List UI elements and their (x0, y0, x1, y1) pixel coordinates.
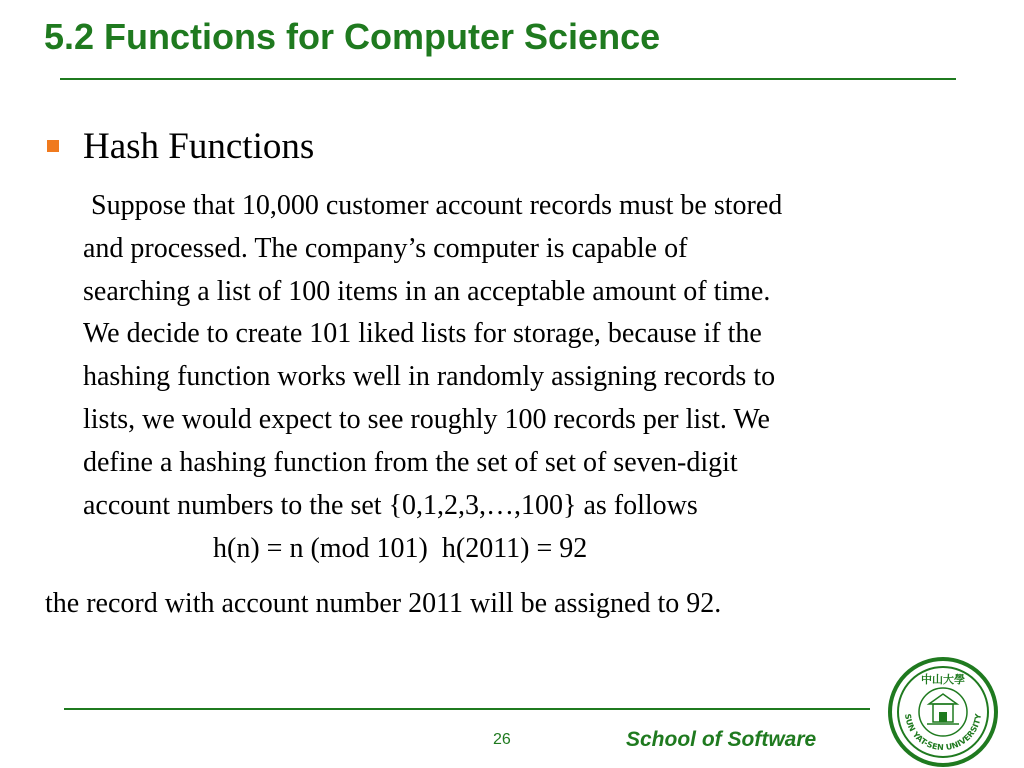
paragraph-line: Suppose that 10,000 customer account records must be stored (91, 190, 783, 221)
paragraph (83, 185, 983, 527)
page-number: 26 (493, 731, 511, 748)
paragraph-line: account numbers to the set {0,1,2,3,…,100} as follows (83, 489, 698, 521)
paragraph-line: searching a list of 100 items in an acceptable amount of time. (83, 275, 771, 307)
footer-divider (64, 708, 870, 710)
bullet-square-icon (47, 140, 59, 152)
title-divider (60, 78, 956, 80)
paragraph-line: We decide to create 101 liked lists for storage, because if the (83, 318, 762, 350)
paragraph-line: and processed. The company’s computer is capable of (83, 232, 688, 264)
seal-ring-text: SUN YAT-SEN UNIVERSITY (902, 713, 984, 753)
university-seal-icon (887, 656, 999, 768)
footer-label: School of Software (626, 728, 817, 751)
seal-top-text: 中山大學 (921, 673, 965, 686)
paragraph-line: lists, we would expect to see roughly 100 records per list. We (83, 403, 770, 435)
paragraph-line: define a hashing function from the set of set of seven-digit (83, 446, 738, 478)
conclusion-text: the record with account number 2011 will be assigned to 92. (45, 588, 722, 619)
slide-title: 5.2 Functions for Computer Science (44, 16, 661, 57)
paragraph-line: hashing function works well in randomly assigning records to (83, 361, 776, 393)
bullet-heading: Hash Functions (83, 126, 315, 167)
hash-formula: h(n) = n (mod 101) h(2011) = 92 (213, 533, 588, 564)
